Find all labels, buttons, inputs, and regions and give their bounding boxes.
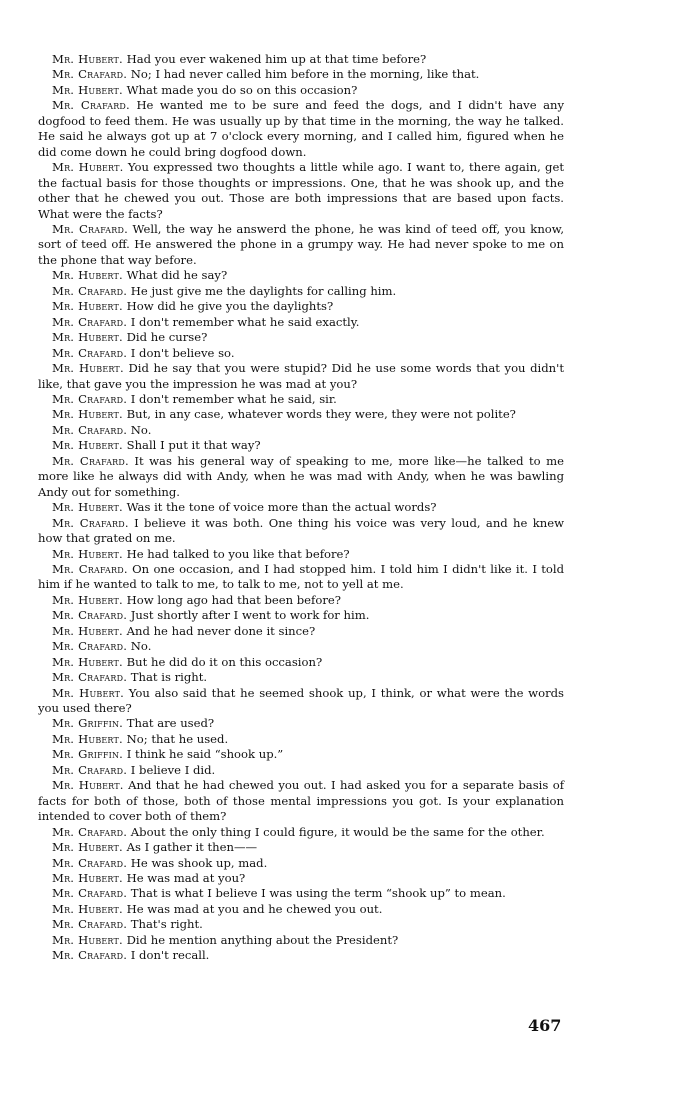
utterance-text: But, in any case, whatever words they were, they were not polite? — [126, 407, 516, 422]
speaker-name: Mr. Crafard. — [52, 917, 128, 932]
speaker-name: Mr. Hubert. — [52, 731, 123, 746]
speaker-name: Mr. Hubert. — [52, 546, 123, 561]
transcript-paragraph — [38, 500, 564, 515]
transcript-paragraph — [38, 732, 564, 747]
utterance-text: Did he curse? — [126, 330, 208, 345]
speaker-name: Mr. Hubert. — [52, 654, 123, 669]
transcript-paragraph — [38, 639, 564, 654]
utterance-text: What made you do so on this occasion? — [126, 82, 358, 97]
utterance-text: That are used? — [126, 716, 215, 731]
utterance-text: He just give me the daylights for calling him. — [130, 283, 397, 298]
speaker-name: Mr. Hubert. — [52, 871, 123, 886]
speaker-name: Mr. Crafard. — [52, 608, 128, 623]
speaker-name: Mr. Hubert. — [52, 932, 123, 947]
transcript-paragraph — [38, 284, 564, 299]
speaker-name: Mr. Hubert. — [52, 160, 124, 175]
speaker-name: Mr. Crafard. — [52, 762, 128, 777]
utterance-text: I don't remember what he said, sir. — [130, 391, 337, 406]
speaker-name: Mr. Crafard. — [52, 886, 128, 901]
utterance-text: Did he mention anything about the President? — [126, 932, 399, 947]
utterance-text: Had you ever wakened him up at that time before? — [126, 52, 427, 66]
utterance-text: And that he had chewed you out. I had asked you for a separate basis of facts for both of those, both of those mental impressions you got. Is your explanation intended to cover both of them? — [38, 778, 564, 824]
utterance-text: Was it the tone of voice more than the actual words? — [126, 500, 437, 515]
utterance-text: It was his general way of speaking to me, more like—he talked to me more like he always did with Andy, when he was mad with Andy, when he was bawling Andy out for something. — [38, 453, 565, 499]
utterance-text: I don't remember what he said exactly. — [130, 314, 360, 329]
speaker-name: Mr. Crafard. — [52, 561, 128, 576]
speaker-name: Mr. Hubert. — [52, 52, 123, 66]
speaker-name: Mr. Crafard. — [52, 670, 128, 685]
transcript-paragraph — [38, 655, 564, 670]
speaker-name: Mr. Crafard. — [52, 422, 128, 437]
speaker-name: Mr. Crafard. — [52, 221, 128, 236]
transcript-body — [38, 52, 564, 964]
transcript-paragraph — [38, 917, 564, 932]
transcript-paragraph — [38, 98, 564, 160]
utterance-text: Just shortly after I went to work for him. — [130, 608, 370, 623]
utterance-text: About the only thing I could figure, it would be the same for the other. — [130, 824, 545, 839]
transcript-paragraph — [38, 562, 564, 593]
speaker-name: Mr. Crafard. — [52, 345, 128, 360]
utterance-text: As I gather it then—— — [126, 840, 258, 855]
transcript-paragraph — [38, 840, 564, 855]
utterance-text: No. — [130, 422, 152, 437]
utterance-text: No. — [130, 639, 152, 654]
speaker-name: Mr. Hubert. — [52, 407, 123, 422]
speaker-name: Mr. Hubert. — [52, 299, 123, 314]
transcript-paragraph — [38, 716, 564, 731]
utterance-text: Well, the way he answerd the phone, he was kind of teed off, you know, sort of teed off. He answered the phone in a grumpy way. He had never spoke to me on the phone that way before. — [38, 221, 564, 267]
transcript-paragraph — [38, 67, 564, 82]
transcript-paragraph — [38, 330, 564, 345]
transcript-paragraph — [38, 886, 564, 901]
utterance-text: No; I had never called him before in the morning, like that. — [130, 67, 480, 82]
utterance-text: But he did do it on this occasion? — [126, 654, 323, 669]
utterance-text: I don't believe so. — [130, 345, 235, 360]
utterance-text: I believe it was both. One thing his voice was very loud, and he knew how that grated on me. — [38, 515, 564, 546]
utterance-text: Did he say that you were stupid? Did he use some words that you didn't like, that gave you the impression he was mad at you? — [38, 361, 564, 391]
speaker-name: Mr. Crafard. — [52, 948, 128, 963]
transcript-paragraph — [38, 624, 564, 639]
speaker-name: Mr. Crafard. — [52, 515, 129, 530]
transcript-paragraph — [38, 856, 564, 871]
utterance-text: I think he said “shook up.” — [126, 747, 284, 762]
utterance-text: And he had never done it since? — [126, 623, 316, 638]
utterance-text: He was mad at you and he chewed you out. — [126, 901, 383, 916]
speaker-name: Mr. Crafard. — [52, 98, 130, 113]
speaker-name: Mr. Hubert. — [52, 840, 123, 855]
transcript-paragraph — [38, 763, 564, 778]
transcript-paragraph — [38, 423, 564, 438]
transcript-paragraph — [38, 747, 564, 762]
transcript-paragraph — [38, 902, 564, 917]
speaker-name: Mr. Hubert. — [52, 268, 123, 283]
speaker-name: Mr. Hubert. — [52, 901, 123, 916]
utterance-text: He wanted me to be sure and feed the dogs, and I didn't have any dogfood to feed them. He was usually up by that time in the morning, the way he talked. He said he always got up at 7 o'clock every morning, and I called him, figured when he did come down he could bring dogfood down. — [38, 98, 565, 159]
utterance-text: That is what I believe I was using the term “shook up” to mean. — [130, 886, 506, 901]
utterance-text: You also said that he seemed shook up, I think, or what were the words you used there? — [38, 685, 564, 716]
speaker-name: Mr. Griffin. — [52, 716, 124, 731]
speaker-name: Mr. Hubert. — [52, 685, 125, 700]
transcript-paragraph — [38, 825, 564, 840]
utterance-text: On one occasion, and I had stopped him. I told him I didn't like it. I told him if he wanted to talk to me, to talk to me, not to yell at me. — [38, 561, 565, 592]
transcript-paragraph — [38, 268, 564, 283]
utterance-text: How long ago had that been before? — [126, 592, 341, 607]
transcript-paragraph — [38, 516, 564, 547]
utterance-text: That's right. — [130, 917, 203, 932]
speaker-name: Mr. Hubert. — [52, 361, 124, 376]
transcript-paragraph — [38, 222, 564, 268]
utterance-text: He was shook up, mad. — [130, 855, 268, 870]
transcript-paragraph — [38, 608, 564, 623]
utterance-text: What did he say? — [126, 268, 228, 283]
speaker-name: Mr. Crafard. — [52, 453, 129, 468]
transcript-paragraph — [38, 547, 564, 562]
speaker-name: Mr. Hubert. — [52, 778, 124, 793]
transcript-paragraph — [38, 160, 564, 222]
transcript-paragraph — [38, 593, 564, 608]
transcript-paragraph — [38, 948, 564, 963]
utterance-text: How did he give you the daylights? — [126, 299, 334, 314]
utterance-text: I don't recall. — [130, 948, 210, 963]
speaker-name: Mr. Crafard. — [52, 824, 128, 839]
transcript-paragraph — [38, 670, 564, 685]
transcript-paragraph — [38, 686, 564, 717]
speaker-name: Mr. Crafard. — [52, 855, 128, 870]
speaker-name: Mr. Crafard. — [52, 314, 128, 329]
speaker-name: Mr. Crafard. — [52, 283, 128, 298]
speaker-name: Mr. Hubert. — [52, 623, 123, 638]
transcript-paragraph — [38, 52, 564, 67]
speaker-name: Mr. Hubert. — [52, 592, 123, 607]
transcript-paragraph — [38, 438, 564, 453]
transcript-paragraph — [38, 361, 564, 392]
transcript-paragraph — [38, 299, 564, 314]
page-number: 467 — [528, 1016, 562, 1035]
speaker-name: Mr. Hubert. — [52, 500, 123, 515]
speaker-name: Mr. Griffin. — [52, 747, 124, 762]
transcript-paragraph — [38, 83, 564, 98]
speaker-name: Mr. Hubert. — [52, 82, 123, 97]
utterance-text: He had talked to you like that before? — [126, 546, 350, 561]
transcript-paragraph — [38, 778, 564, 824]
speaker-name: Mr. Crafard. — [52, 391, 128, 406]
transcript-paragraph — [38, 933, 564, 948]
utterance-text: He was mad at you? — [126, 871, 246, 886]
utterance-text: Shall I put it that way? — [126, 438, 261, 453]
utterance-text: You expressed two thoughts a little while ago. I want to, there again, get the factual basis for those thoughts or impressions. One, that he was shook up, and the other that he chewed you out. Those are both impressions that are based upon facts. What were the facts? — [38, 160, 564, 221]
speaker-name: Mr. Hubert. — [52, 438, 123, 453]
transcript-paragraph — [38, 315, 564, 330]
utterance-text: I believe I did. — [130, 762, 216, 777]
transcript-paragraph — [38, 346, 564, 361]
transcript-paragraph — [38, 407, 564, 422]
transcript-paragraph — [38, 392, 564, 407]
transcript-paragraph — [38, 871, 564, 886]
speaker-name: Mr. Hubert. — [52, 330, 123, 345]
speaker-name: Mr. Crafard. — [52, 639, 128, 654]
speaker-name: Mr. Crafard. — [52, 67, 128, 82]
utterance-text: That is right. — [130, 670, 208, 685]
transcript-paragraph — [38, 454, 564, 500]
utterance-text: No; that he used. — [126, 731, 229, 746]
